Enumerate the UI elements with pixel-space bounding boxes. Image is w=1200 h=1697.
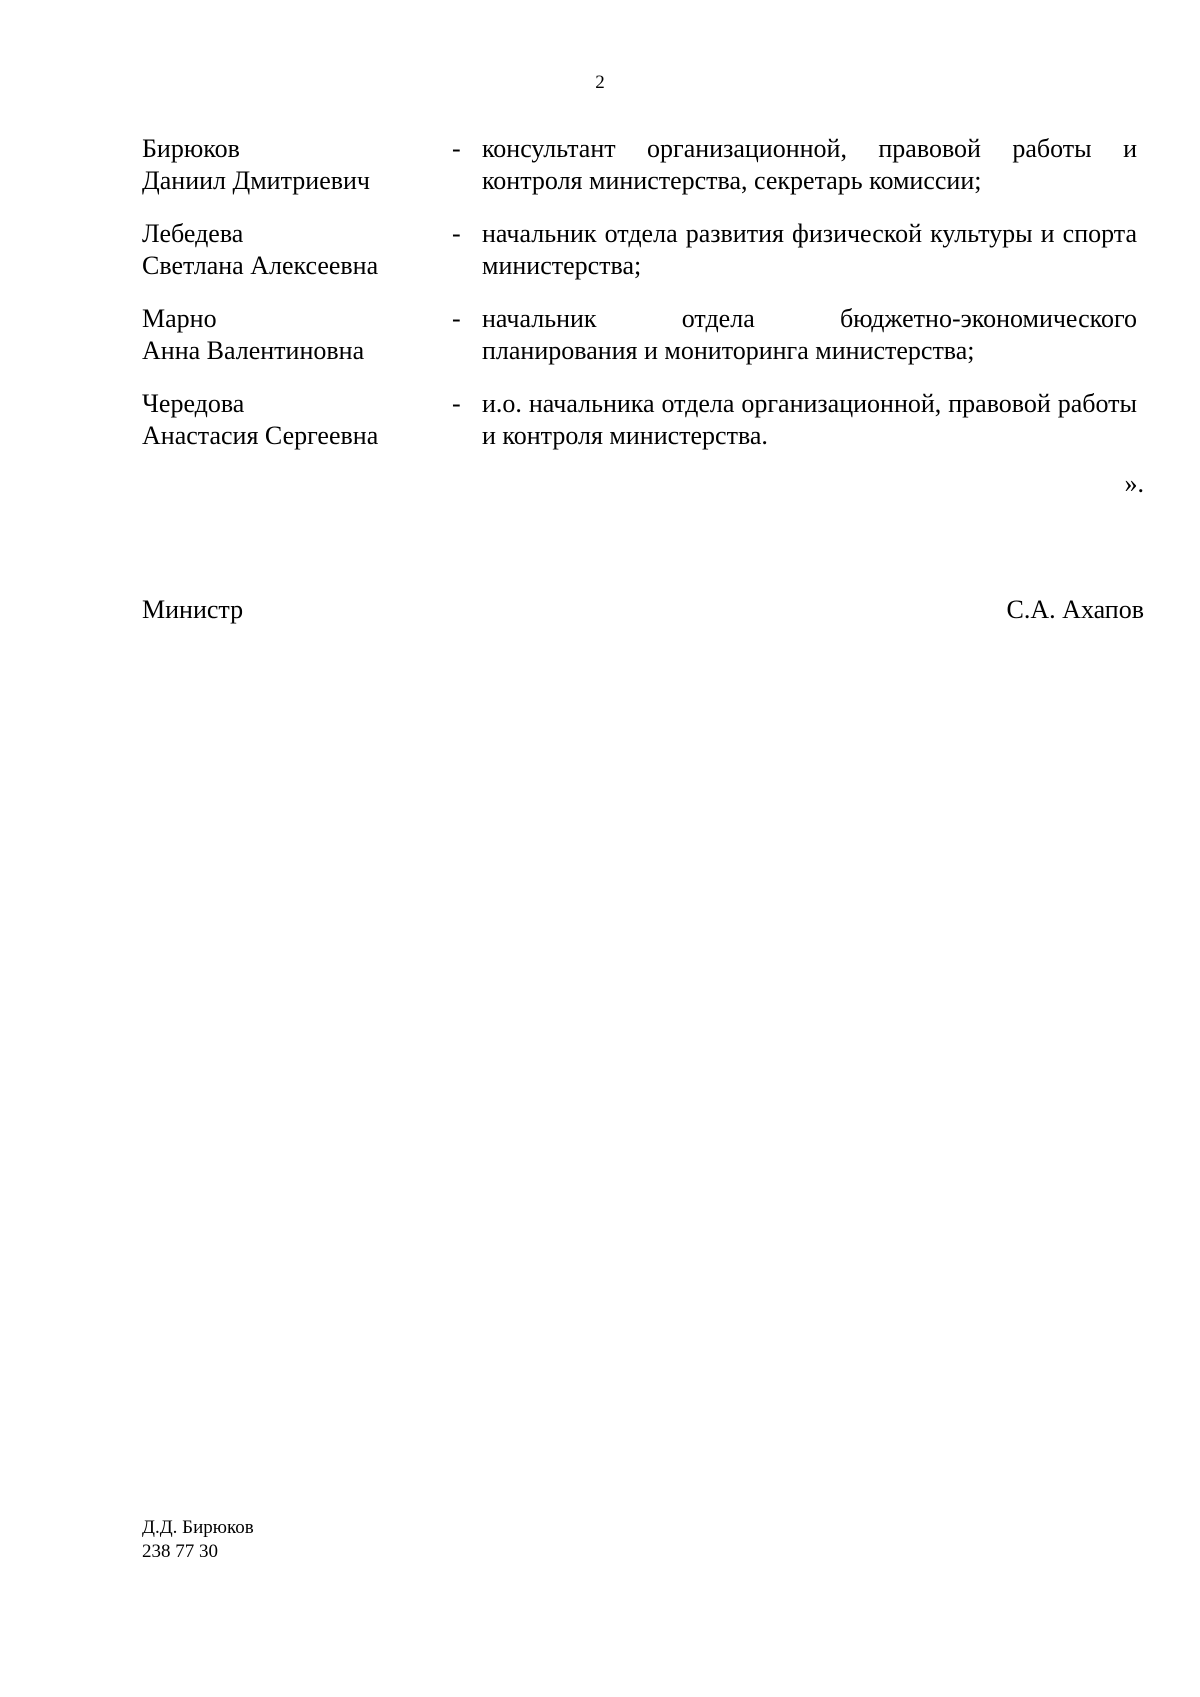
member-role: начальник отдела бюджетно-экономического планирования и мониторинга министерства; [482, 304, 1137, 365]
member-name [142, 133, 452, 197]
member-given-names: Светлана Алексеевна [142, 251, 379, 280]
member-role: начальник отдела развития физической культуры и спорта министерства; [482, 219, 1137, 280]
signatory-name: С.А. Ахапов [1006, 595, 1144, 624]
executor-name: Д.Д. Бирюков [142, 1517, 254, 1538]
executor-info [142, 1516, 254, 1564]
member-given-names: Даниил Дмитриевич [142, 166, 370, 195]
member-name [142, 303, 452, 367]
member-name [142, 218, 452, 282]
member-dash: - [452, 304, 461, 333]
member-row [142, 218, 1137, 282]
member-surname: Чередова [142, 389, 245, 418]
executor-phone: 238 77 30 [142, 1541, 218, 1562]
member-dash: - [452, 134, 461, 163]
member-surname: Лебедева [142, 219, 244, 248]
member-role: консультант организационной, правовой работы и контроля министерства, секретарь комиссии; [482, 134, 1137, 195]
member-name [142, 388, 452, 452]
commission-members-list [142, 133, 1137, 473]
member-dash: - [452, 219, 461, 248]
member-row [142, 388, 1137, 452]
member-row [142, 133, 1137, 197]
page-number: 2 [595, 72, 605, 93]
member-given-names: Анна Валентиновна [142, 336, 365, 365]
member-surname: Марно [142, 304, 217, 333]
signatory-position: Министр [142, 595, 244, 624]
closing-quote: ». [1124, 469, 1144, 498]
signature-block [142, 594, 1144, 626]
member-given-names: Анастасия Сергеевна [142, 421, 379, 450]
member-dash: - [452, 389, 461, 418]
member-surname: Бирюков [142, 134, 240, 163]
member-role: и.о. начальника отдела организационной, правовой работы и контроля министерства. [482, 389, 1137, 450]
member-row [142, 303, 1137, 367]
